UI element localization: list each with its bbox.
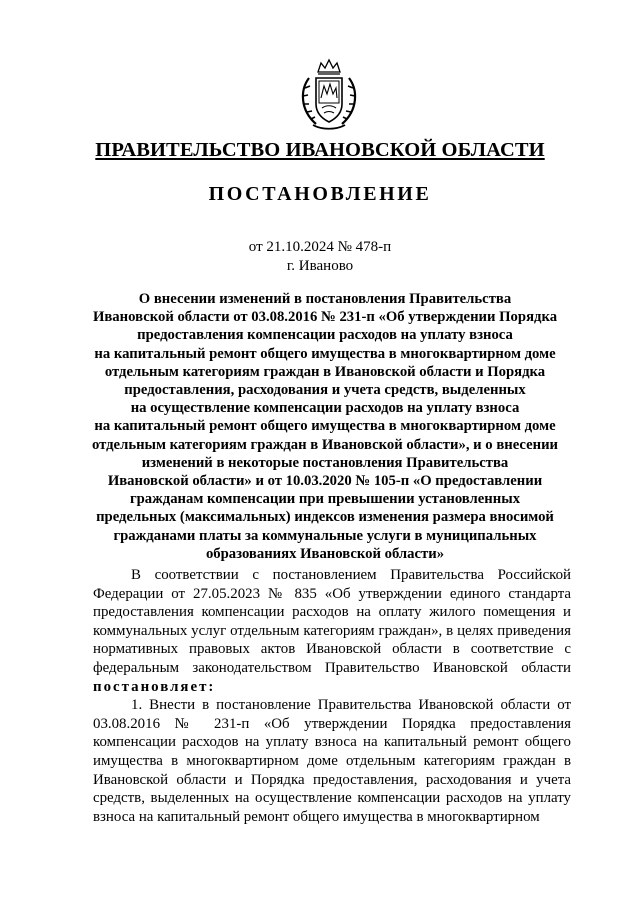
preamble-paragraph: [93, 566, 571, 696]
document-type: ПОСТАНОВЛЕНИЕ: [208, 183, 432, 205]
preamble-text: В соответствии с постановлением Правительства Российской Федерации от 27.05.2023 № 835 «Об утверждении единого стандарта предоставления компенсации расходов на оплату жилого помещения и коммунальных услуг отдельным категориям граждан», в целях приведения нормативных правовых актов Ивановской области в соответствие с федеральным законодательством Правительство Ивановской области: [93, 567, 571, 676]
document-subject: [60, 290, 590, 563]
subject-line: гражданам компенсации при превышении установленных: [129, 491, 521, 508]
resolves-keyword: постановляет:: [93, 678, 216, 695]
subject-line: гражданами платы за коммунальные услуги в муниципальных: [113, 527, 537, 544]
subject-line: отдельным категориям граждан в Ивановской области», и о внесении: [91, 436, 559, 453]
document-body: [93, 566, 571, 826]
subject-line: на капитальный ремонт общего имущества в многоквартирном доме: [94, 345, 556, 362]
subject-line: отдельным категориям граждан в Ивановской области и Порядка: [104, 363, 546, 380]
subject-line: предоставления, расходования и учета средств, выделенных: [124, 382, 526, 399]
subject-line: Ивановской области от 03.08.2016 № 231-п «Об утверждении Порядка: [92, 309, 558, 326]
coat-of-arms-icon: [296, 58, 362, 132]
item-1-paragraph: 1. Внести в постановление Правительства Ивановской области от 03.08.2016 № 231-п «Об утверждении Порядка предоставления компенсации расходов на уплату взноса на капитальный ремонт общего имущества в многоквартирном доме отдельным категориям граждан в Ивановской области и Порядка предоставления, расходования и учета средств, выделенных на осуществление компенсации расходов на уплату взноса на капитальный ремонт общего имущества в многоквартирном: [93, 697, 571, 825]
subject-line: Ивановской области» и от 10.03.2020 № 105-п «О предоставлении: [107, 473, 543, 490]
subject-line: предельных (максимальных) индексов изменения размера вносимой: [96, 509, 554, 526]
government-title: ПРАВИТЕЛЬСТВО ИВАНОВСКОЙ ОБЛАСТИ: [95, 139, 545, 161]
subject-line: на капитальный ремонт общего имущества в многоквартирном доме: [94, 418, 556, 435]
subject-line: О внесении изменений в постановления Правительства: [138, 291, 512, 307]
subject-line: предоставления компенсации расходов на уплату взноса: [137, 327, 513, 344]
subject-line: образованиях Ивановской области»: [205, 545, 445, 562]
document-date-number: от 21.10.2024 № 478-п: [248, 239, 392, 255]
subject-line: на осуществление компенсации расходов на уплату взноса: [130, 400, 520, 417]
document-city: г. Иваново: [286, 258, 354, 274]
subject-line: изменений в некоторые постановления Правительства: [141, 454, 509, 471]
